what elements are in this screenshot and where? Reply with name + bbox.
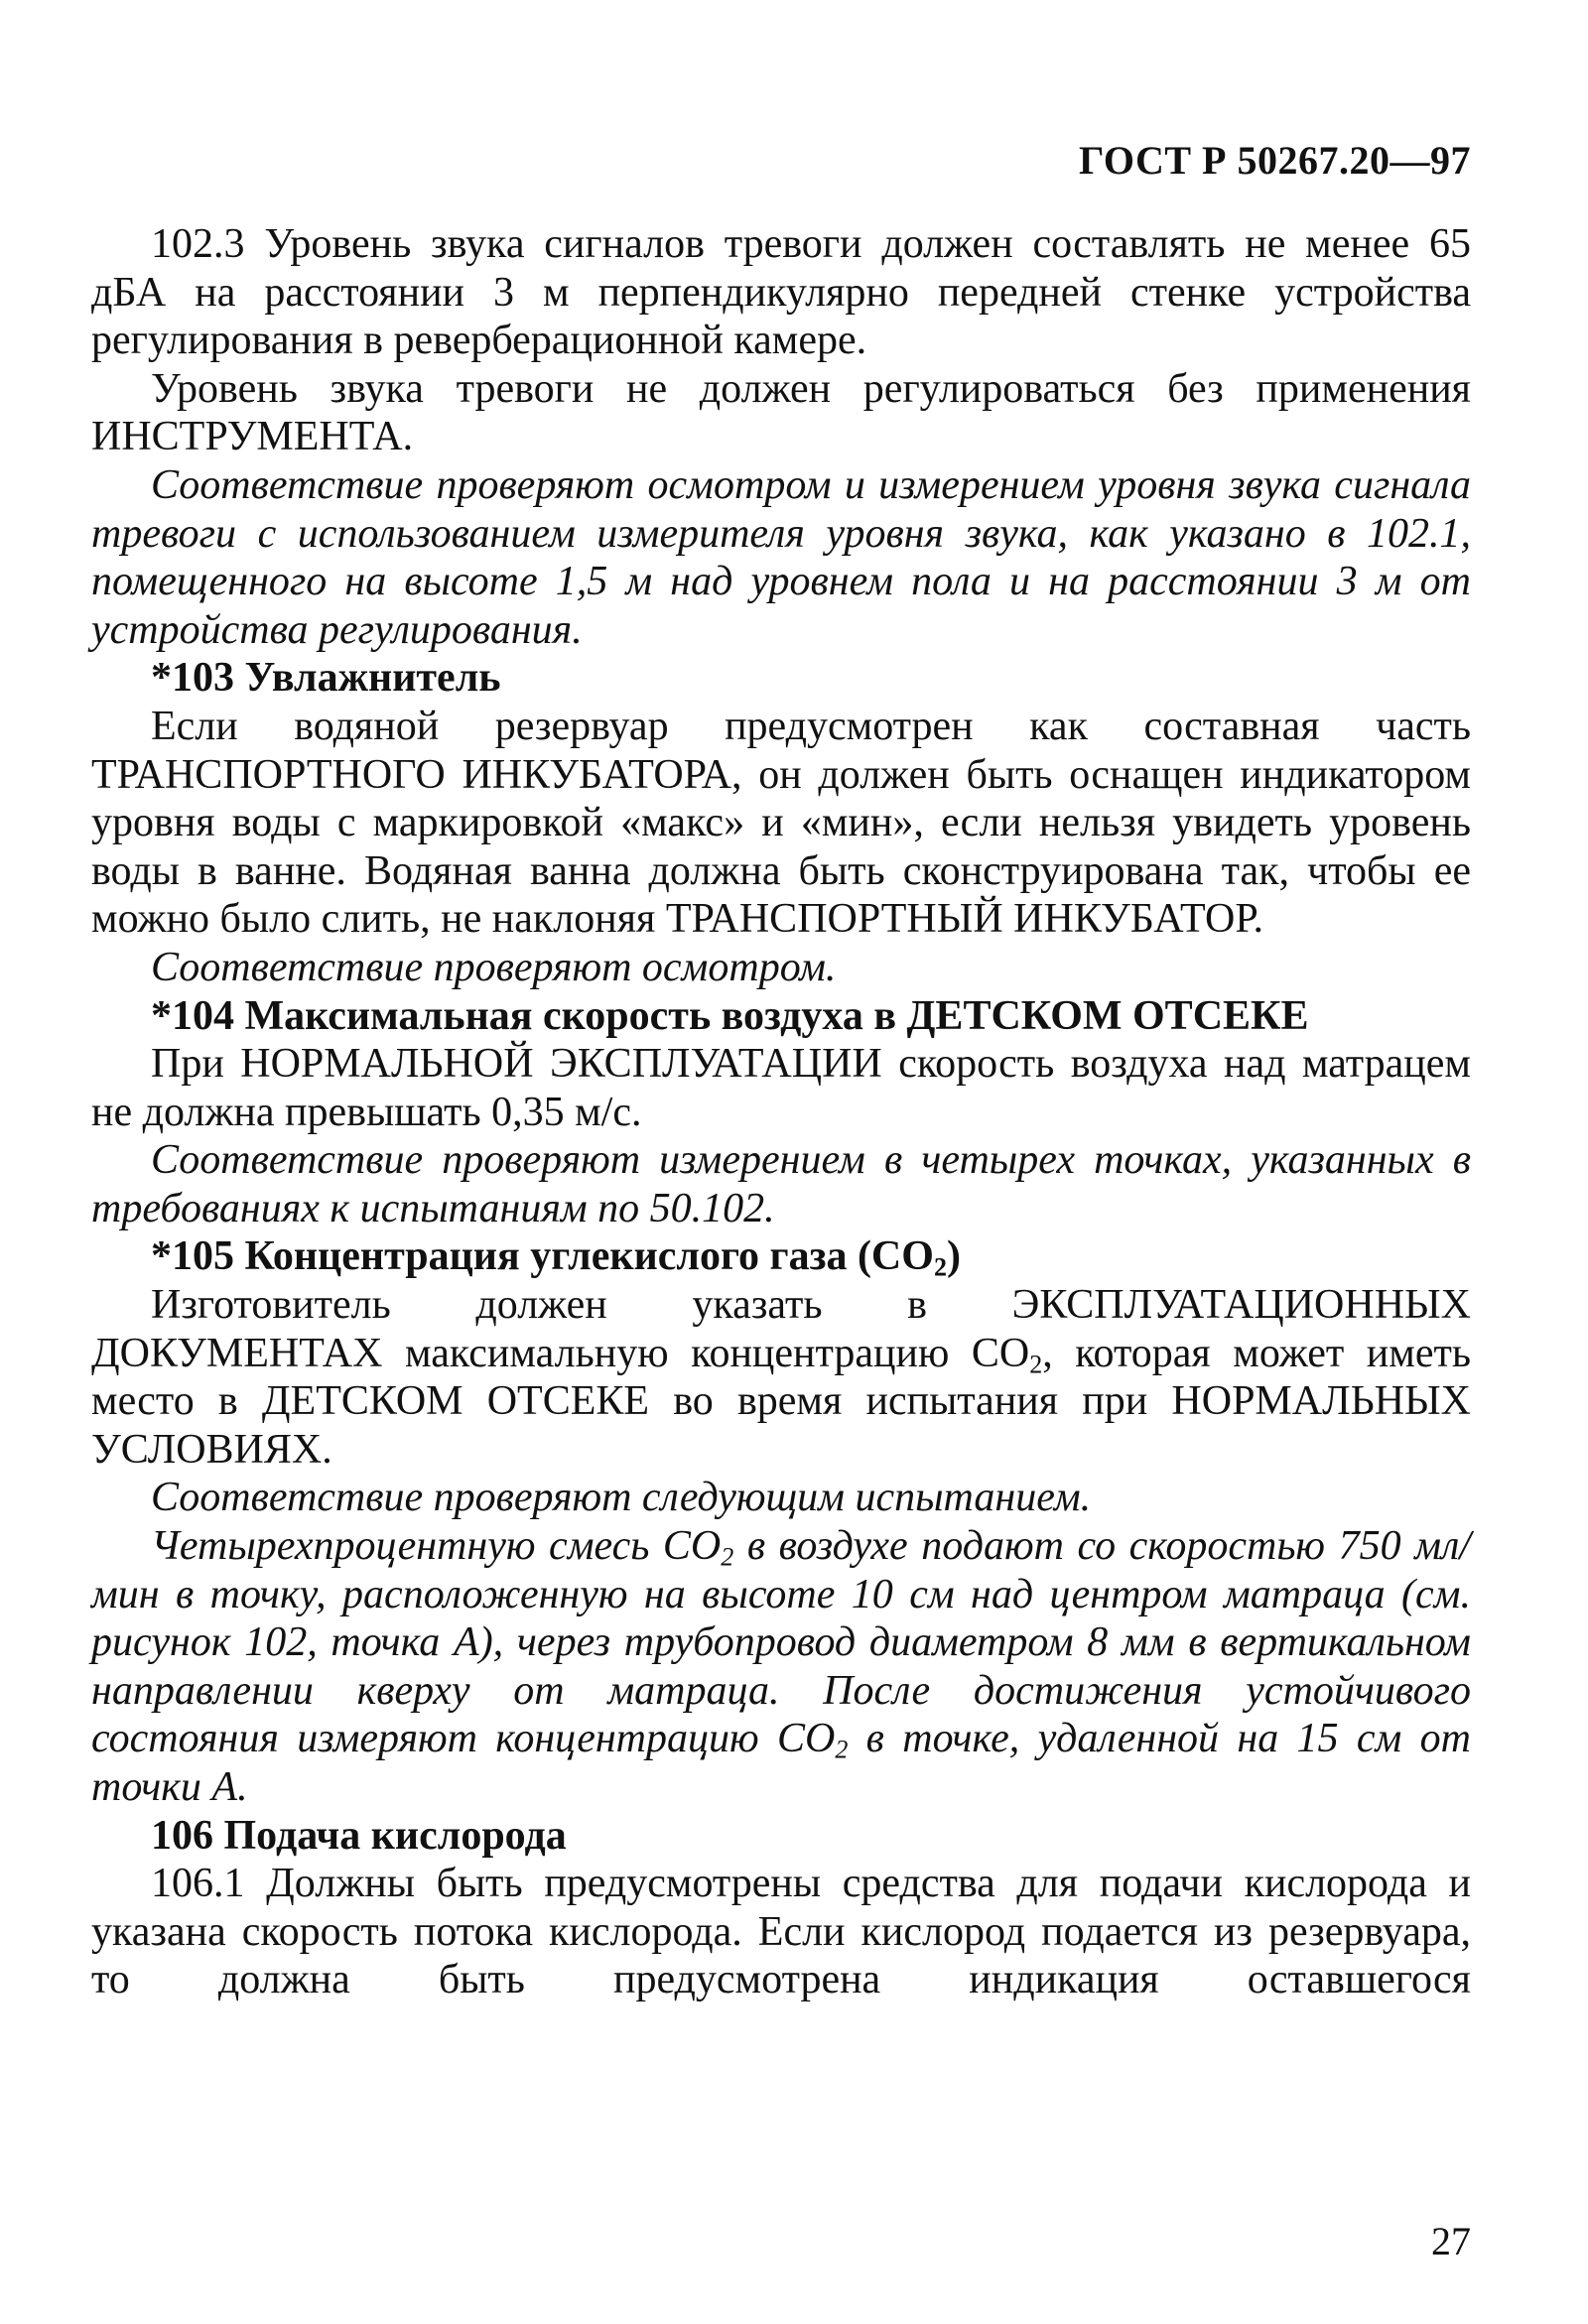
co2-test-b: в воздухе подают со скоростью 750 мл/мин в точку, расположенную на высоте 10 см над центром матраца (см. рисунок 102, точка А), через трубопровод диаметром 8 мм в вертикальном направлении кверху от матраца. После достижения устойчивого состояния измеряют концентрацию CO <box>91 1523 1471 1762</box>
paragraph-co2-manufacturer <box>91 1281 1471 1474</box>
document-body <box>91 220 1471 2004</box>
co2-test-a: Четырехпроцентную смесь CO <box>151 1523 722 1570</box>
paragraph-water-reservoir: Если водяной резервуар предусмотрен как составная часть ТРАНСПОРТНОГО ИНКУБАТОРА, он должен быть оснащен индикатором уровня воды с маркировкой «макс» и «мин», если нельзя увидеть уровень воды в ванне. Водяная ванна должна быть сконструирована так, чтобы ее можно было слить, не наклоняя ТРАНСПОРТНЫЙ ИНКУБАТОР. <box>91 703 1471 943</box>
paragraph-compliance-test: Соответствие проверяют следующим испытанием. <box>151 1475 1092 1521</box>
co2-subscript: 2 <box>933 1252 947 1282</box>
heading-105-close: ) <box>946 1233 961 1280</box>
document-header: ГОСТ Р 50267.20—97 <box>1078 138 1471 183</box>
heading-105-text: *105 Концентрация углекислого газа (CO <box>151 1233 934 1280</box>
paragraph-compliance-inspection: Соответствие проверяют осмотром. <box>151 944 837 990</box>
paragraph-air-velocity: При НОРМАЛЬНОЙ ЭКСПЛУАТАЦИИ скорость воздуха над матрацем не должна превышать 0,35 м/с. <box>91 1041 1471 1135</box>
co2-text-a: Изготовитель должен указать в ЭКСПЛУАТАЦИОННЫХ ДОКУМЕНТАХ максимальную концентрацию CO <box>91 1282 1471 1376</box>
paragraph-102-3: 102.3 Уровень звука сигналов тревоги должен составлять не менее 65 дБА на расстоянии 3 м перпендикулярно передней стенке устройства регулирования в реверберационной камере. <box>91 221 1471 364</box>
heading-105-co2 <box>91 1232 1471 1281</box>
paragraph-co2-test-procedure <box>91 1522 1471 1812</box>
co2-subscript: 2 <box>721 1542 734 1572</box>
co2-test-c: в точке, удаленной на 15 см от точки А. <box>91 1716 1471 1810</box>
heading-104-air-velocity: *104 Максимальная скорость воздуха в ДЕТСКОМ ОТСЕКЕ <box>151 992 1309 1039</box>
paragraph-106-1: 106.1 Должны быть предусмотрены средства для подачи кислорода и указана скорость потока кислорода. Если кислород подается из резервуара, то должна быть предусмотрена индикация оставшегося <box>91 1861 1471 2003</box>
paragraph-sound-adjust: Уровень звука тревоги не должен регулироваться без применения ИНСТРУМЕНТА. <box>91 365 1471 460</box>
heading-106-oxygen: 106 Подача кислорода <box>151 1812 567 1859</box>
co2-subscript: 2 <box>1029 1350 1043 1379</box>
co2-text-b: , которая может иметь место в ДЕТСКОМ ОТСЕКЕ во время испытания при НОРМАЛЬНЫХ УСЛОВИЯХ. <box>91 1330 1471 1473</box>
heading-103-humidifier: *103 Увлажнитель <box>151 655 501 702</box>
co2-subscript: 2 <box>835 1735 849 1764</box>
paragraph-compliance-measurement: Соответствие проверяют измерением в четырех точках, указанных в требованиях к испытаниям по 50.102. <box>91 1137 1471 1231</box>
page-number: 27 <box>1431 2219 1471 2263</box>
paragraph-compliance-sound: Соответствие проверяют осмотром и измерением уровня звука сигнала тревоги с использованием измерителя уровня звука, как указано в 102.1, помещенного на высоте 1,5 м над уровнем пола и на расстоянии 3 м от устройства регулирования. <box>91 461 1471 653</box>
